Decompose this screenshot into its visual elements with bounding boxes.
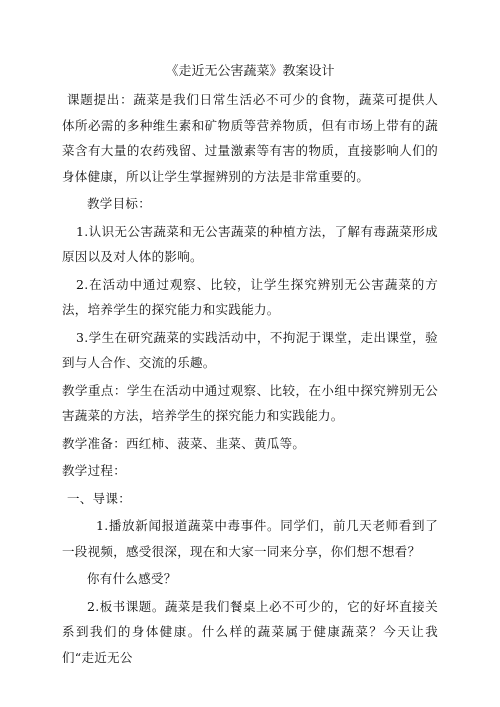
paragraph-topic: 课题提出：蔬菜是我们日常生活必不可少的食物，蔬菜可提供人体所必需的多种维生素和矿物质等营养物质，但有市场上带有的蔬菜含有大量的农药残留、过量激素等有害的物质，直接影响人们的身体健康，所以让学生掌握辨别的方法是非常重要的。: [62, 92, 438, 184]
paragraph-preparation: 教学准备：西红柿、菠菜、韭菜、黄瓜等。: [62, 435, 306, 451]
paragraph-section-intro: 一、导课：: [67, 490, 132, 506]
paragraph-objective-2: 2.在活动中通过观察、比较，让学生探究辨别无公害蔬菜的方法，培养学生的探究能力和实践能力。: [62, 276, 438, 317]
paragraph-objectives-heading: 教学目标：: [87, 196, 152, 211]
paragraph-question: 你有什么感受？: [87, 571, 177, 586]
paragraph-key-points: 教学重点：学生在活动中通过观察、比较，在小组中探究辨别无公害蔬菜的方法，培养学生的探究能力和实践能力。: [62, 382, 438, 423]
document-title: 《走近无公害蔬菜》教案设计: [165, 64, 335, 79]
paragraph-step-2: 2.板书课题。蔬菜是我们餐桌上必不可少的，它的好坏直接关系到我们的身体健康。什么样的蔬菜属于健康蔬菜？今天让我们“走近无公: [62, 598, 438, 665]
paragraph-objective-1: 1.认识无公害蔬菜和无公害蔬菜的种植方法，了解有毒蔬菜形成原因以及对人体的影响。: [62, 223, 438, 264]
paragraph-step-1: 1.播放新闻报道蔬菜中毒事件。同学们，前几天老师看到了一段视频，感受很深，现在和大家一同来分享，你们想不想看？: [62, 518, 438, 559]
paragraph-process-heading: 教学过程：: [62, 463, 127, 478]
paragraph-objective-3: 3.学生在研究蔬菜的实践活动中，不拘泥于课堂，走出课堂，验到与人合作、交流的乐趣。: [62, 329, 438, 370]
